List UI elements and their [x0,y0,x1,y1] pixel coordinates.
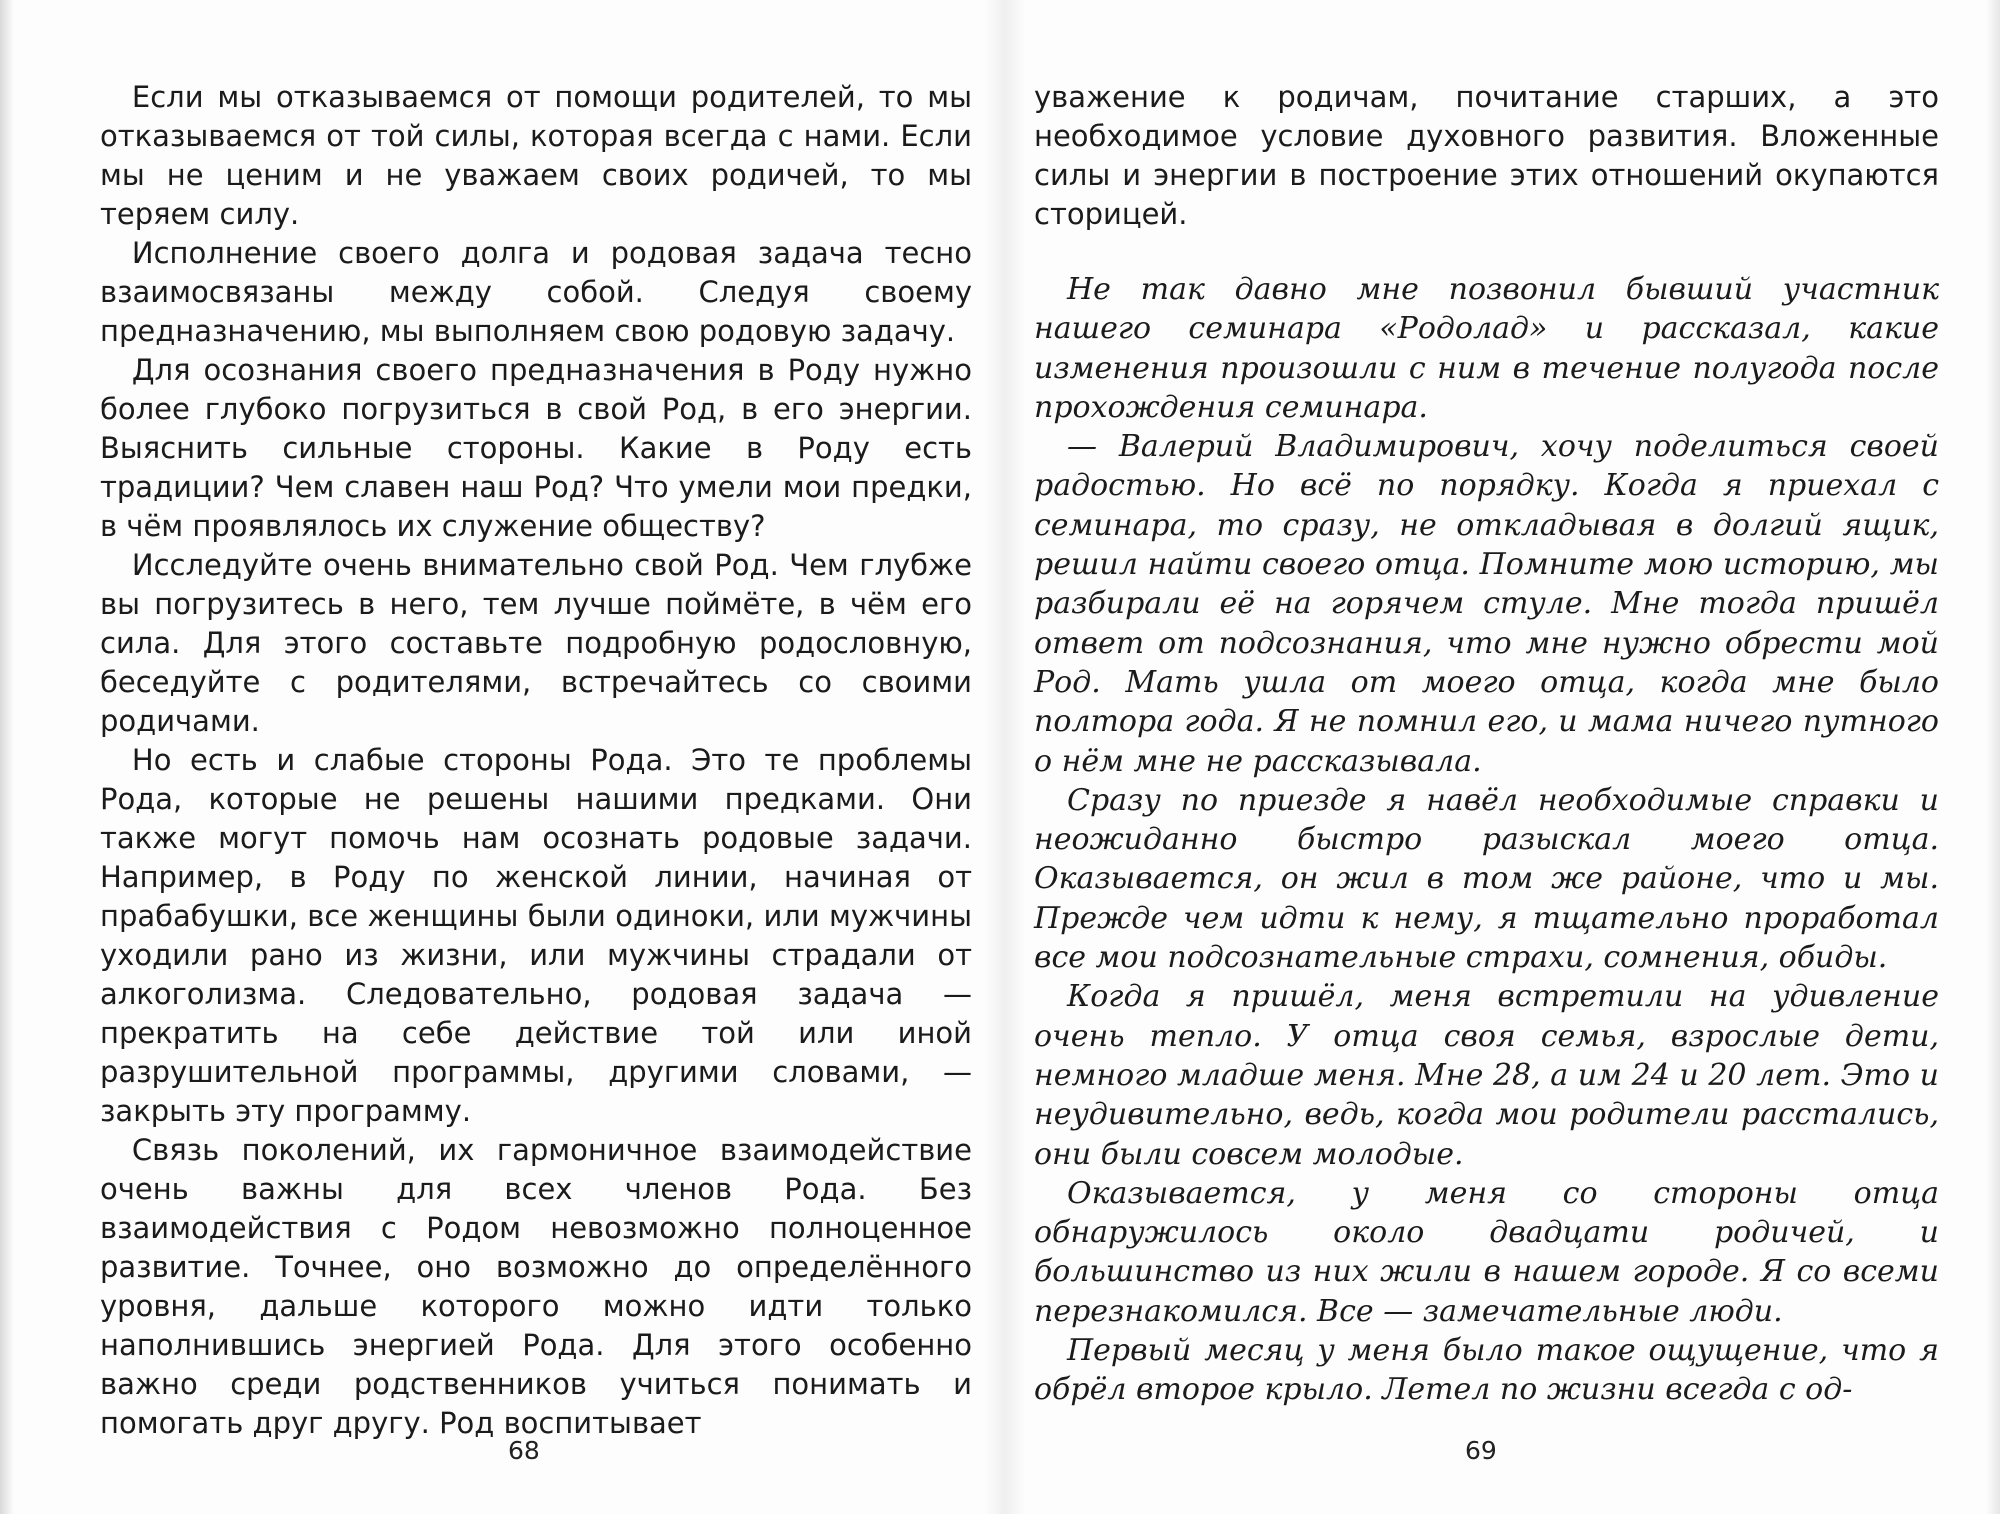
page-edge-left [0,0,14,1514]
left-paragraph-5: Но есть и слабые стороны Рода. Это те проблемы Рода, которые не решены нашими предками. Они также могут помочь нам осознать родовые задачи. Например, в Роду по женской линии, начиная от прабабушки, все женщины были одиноки, или мужчины уходили рано из жизни, или мужчины страдали от алкоголизма. Следовательно, родовая задача — прекратить на себе действие той или иной разрушительной программы, другими словами, — закрыть эту программу. [100,743,972,1128]
left-paragraph-4: Исследуйте очень внимательно свой Род. Чем глубже вы погрузитесь в него, тем лучше поймёте, в чём его сила. Для этого составьте подробную родословную, беседуйте с родителями, встречайтесь со своими родичами. [100,548,972,738]
story-paragraph-4: Когда я пришёл, меня встретили на удивление очень тепло. У отца своя семья, взрослые дети, немного младше меня. Мне 28, а им 24 и 20 лет. Это и неудивительно, ведь, когда мои родители расстались, они были совсем молодые. [1034,979,1939,1172]
left-paragraph-3: Для осознания своего предназначения в Роду нужно более глубоко погрузиться в свой Род, в его энергии. Выяснить сильные стороны. Какие в Роду есть традиции? Чем славен наш Род? Что умели мои предки, в чём проявлялось их служение обществу? [100,353,972,543]
story-paragraph-5: Оказывается, у меня со стороны отца обнаружилось около двадцати родичей, и большинство из них жили в нашем городе. Я со всеми перезнакомился. Все — замечательные люди. [1034,1175,1939,1329]
right-paragraph-continued: уважение к родичам, почитание старших, а это необходимое условие духовного развития. Вложенные силы и энергии в построение этих отношений окупаются сторицей. [1034,80,1939,231]
story-paragraph-6: Первый месяц у меня было такое ощущение, что я обрёл второе крыло. Летел по жизни всегда с од- [1034,1333,1939,1408]
left-paragraph-1: Если мы отказываемся от помощи родителей, то мы отказываемся от той силы, которая всегда с нами. Если мы не ценим и не уважаем своих родичей, то мы теряем силу. [100,80,972,231]
left-paragraph-6: Связь поколений, их гармоничное взаимодействие очень важны для всех членов Рода. Без взаимодействия с Родом невозможно полноценное развитие. Точнее, оно возможно до определённого уровня, дальше которого можно идти только наполнившись энергией Рода. Для этого особенно важно среди родственников учиться понимать и помогать друг другу. Род воспитывает [100,1133,972,1440]
story-paragraph-3: Сразу по приезде я навёл необходимые справки и неожиданно быстро разыскал моего отца. Оказывается, он жил в том же районе, что и мы. Прежде чем идти к нему, я тщательно проработал все мои подсознательные страхи, сомнения, обиды. [1034,782,1939,976]
page-edge-right [1986,0,2000,1514]
story-paragraph-2: — Валерий Владимирович, хочу поделиться своей радостью. Но всё по порядку. Когда я приехал с семинара, то сразу, не откладывая в долгий ящик, решил найти своего отца. Помните мою историю, мы разбирали её на горячем стуле. Мне тогда пришёл ответ от подсознания, что мне нужно обрести мой Род. Мать ушла от моего отца, когда мне было полтора года. Я не помнил его, и мама ничего путного о нём мне не рассказывала. [1034,429,1939,779]
story-paragraph-1: Не так давно мне позвонил бывший участник нашего семинара «Родолад» и рассказал, какие изменения произошли с ним в течение полугода после прохождения семинара. [1034,272,1939,425]
right-page-text [1034,78,1939,1410]
book-gutter [985,0,1025,1514]
page-number-left: 68 [508,1436,540,1465]
left-page-text [100,78,972,1443]
page-number-right: 69 [1465,1436,1497,1465]
left-paragraph-2: Исполнение своего долга и родовая задача тесно взаимосвязаны между собой. Следуя своему предназначению, мы выполняем свою родовую задачу. [100,236,972,348]
